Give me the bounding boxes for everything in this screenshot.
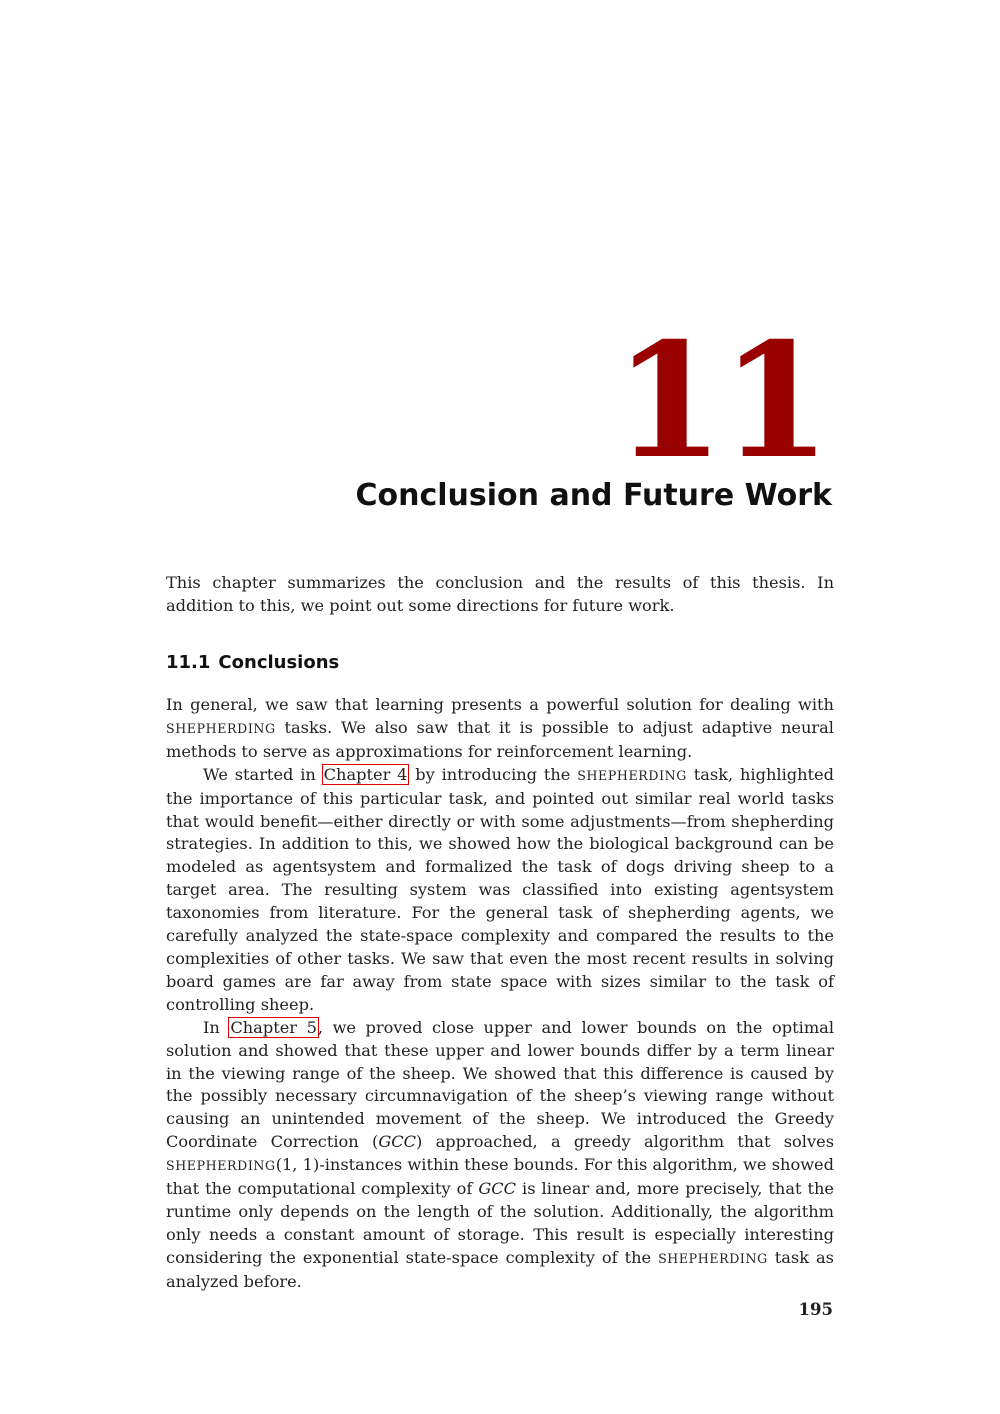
section-number: 11.1 [166, 652, 211, 673]
math-gcc: GCC [478, 1179, 517, 1199]
math-gcc: GCC [378, 1132, 417, 1152]
text-run: In general, we saw that learning presents a powerful solution for dealing with [166, 695, 834, 714]
paragraph-2 [166, 764, 834, 1017]
text-run: In [203, 1017, 230, 1037]
page-number: 195 [798, 1300, 833, 1319]
small-caps-term: SHEPHERDING [577, 767, 687, 783]
small-caps-term: SHEPHERDING [166, 1158, 276, 1174]
chapter-number: 11 [614, 309, 828, 494]
chapter-4-link[interactable]: Chapter 4 [323, 764, 408, 784]
text-run: tasks. We also saw that it is possible to adjust adaptive neural methods to serve as approximations for reinforcement learning. [166, 717, 834, 761]
text-run: task as analyzed before. [166, 1247, 834, 1291]
text-run: We started in [203, 764, 323, 784]
chapter-title: Conclusion and Future Work [355, 478, 832, 513]
chapter-intro: This chapter summarizes the conclusion and the results of this thesis. In addition to this, we point out some directions for future work. [166, 573, 834, 615]
text-run: task, highlighted the importance of this particular task, and pointed out similar real world tasks that would benefit—either directly or with some adjustments—from shepherding strategies. In addition to this, we showed how the biological background can be modeled as agentsystem and formalized the task of dogs driving sheep to a target area. The resulting system was classified into existing agentsystem taxonomies from literature. For the general task of shepherding agents, we carefully analyzed the state-space complexity and compared the results to the complexities of other tasks. We saw that even the most recent results in solving board games are far away from state space with sizes similar to the task of controlling sheep. [166, 764, 834, 1014]
text-run: is linear and, more precisely, that the runtime only depends on the length of the solution. Additionally, the algorithm only needs a constant amount of storage. This result is especially interesting considering the exponential state-space complexity of the [166, 1179, 834, 1267]
text-run: , we proved close upper and lower bounds on the optimal solution and showed that these upper and lower bounds differ by a term linear in the viewing range of the sheep. We showed that this difference is caused by the possibly necessary circumnavigation of the sheep’s viewing range without causing an unintended movement of the sheep. We introduced the Greedy Coordinate Correction ( [166, 1017, 835, 1152]
section-body [166, 694, 834, 1294]
paragraph-3 [166, 1017, 834, 1294]
section-title: Conclusions [218, 652, 340, 673]
section-heading [166, 650, 339, 676]
text-run: (1, 1)-instances within these bounds. For this algorithm, we showed that the computational complexity of [166, 1155, 834, 1199]
text-run: by introducing the [408, 764, 578, 784]
chapter-5-link[interactable]: Chapter 5 [230, 1017, 317, 1037]
text-run: ) approached, a greedy algorithm that solves [416, 1132, 834, 1152]
small-caps-term: SHEPHERDING [166, 720, 276, 736]
small-caps-term: SHEPHERDING [658, 1250, 768, 1266]
paragraph-1 [166, 694, 834, 764]
